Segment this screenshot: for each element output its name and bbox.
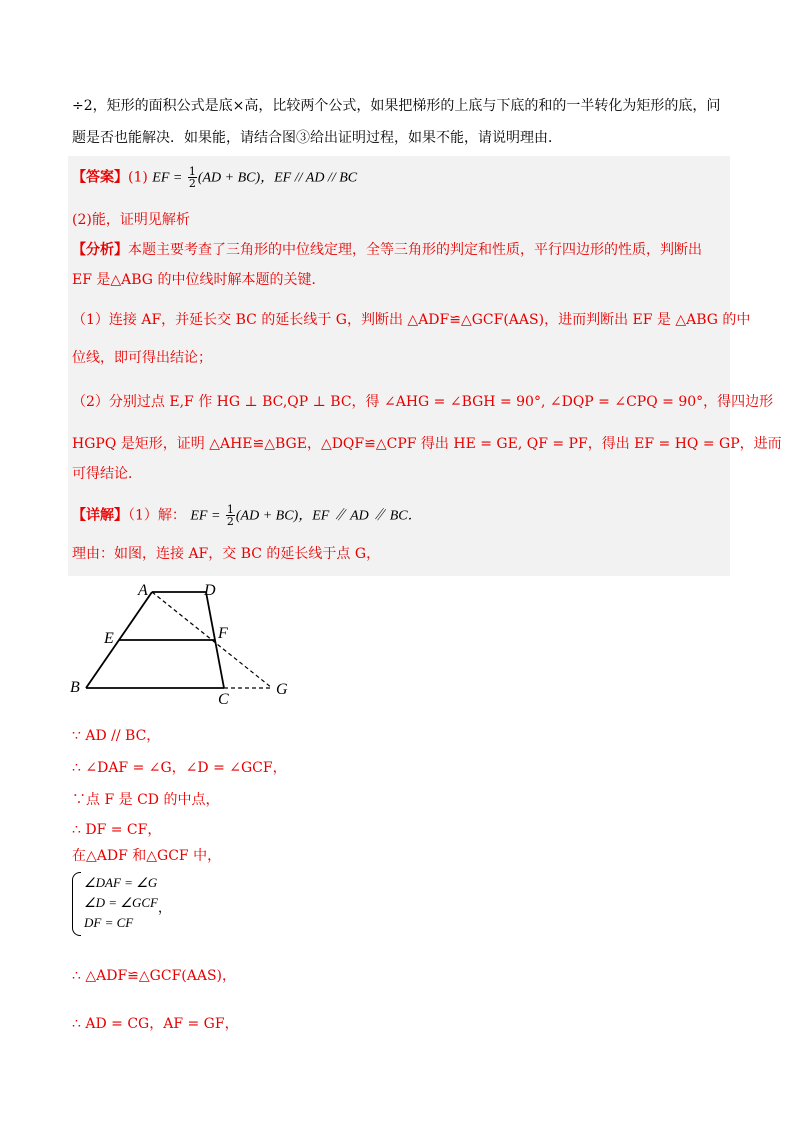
brace-row-3: DF = CF: [84, 915, 134, 930]
proof-step-5: 在△ADF 和△GCF 中，: [72, 848, 222, 864]
answer-formula-left: EF =: [152, 170, 183, 186]
label-B: B: [70, 679, 80, 696]
detail-formula-left: EF =: [190, 508, 221, 524]
proof-step-1: [72, 726, 160, 746]
answer-part1-prefix: (1): [128, 169, 148, 186]
proof-step-7: ∴ AD = CG，AF = GF，: [72, 1016, 239, 1032]
brace-tail: ，: [158, 901, 172, 916]
answer-fraction: [188, 166, 197, 189]
label-G: G: [276, 681, 288, 698]
detail-frac-den: 2: [226, 515, 234, 528]
proof-step-2-text: ∴ ∠DAF = ∠G，∠D = ∠GCF，: [72, 760, 287, 776]
detail-formula-right: (AD + BC)，EF ∥ AD ∥ BC．: [235, 508, 422, 524]
left-brace: [72, 872, 81, 936]
analysis-line-1: [72, 240, 702, 260]
detail-reason: 理由：如图，连接 AF，交 BC 的延长线于点 G，: [72, 546, 381, 562]
label-C: C: [218, 691, 229, 708]
label-D: D: [204, 582, 216, 599]
answer-formula-right: (AD + BC)，EF // AD // BC: [197, 170, 358, 186]
label-F: F: [218, 625, 228, 642]
answer-line-1: [72, 166, 357, 189]
label-E: E: [104, 630, 114, 647]
analysis-text-1: 本题主要考查了三角形的中位线定理，全等三角形的判定和性质，平行四边形的性质，判断出: [128, 242, 702, 258]
detail-fraction: [226, 504, 235, 527]
answer-frac-num: 1: [188, 165, 196, 178]
analysis-tag: 【分析】: [72, 242, 128, 258]
detail-prefix: （1）解：: [128, 507, 186, 524]
proof-step-4: ∴ DF = CF，: [72, 822, 162, 838]
brace-row-1: ∠DAF = ∠G: [84, 875, 158, 890]
analysis-step2c: 可得结论．: [72, 466, 142, 482]
intro-line-2: 题是否也能解决．如果能，请结合图③给出证明过程，如果不能，请说明理由．: [72, 130, 562, 146]
trapezoid-figure: [68, 580, 308, 710]
answer-frac-den: 2: [188, 177, 196, 190]
analysis-step1a: （1）连接 AF，并延长交 BC 的延长线于 G，判断出 △ADF≌△GCF(AAS)，进而判断出 EF 是 △ABG 的中: [72, 312, 751, 328]
detail-frac-num: 1: [226, 503, 234, 516]
brace-row-2: ∠D = ∠GCF: [84, 895, 158, 910]
label-A: A: [138, 582, 148, 599]
answer-tag: 【答案】: [72, 169, 128, 186]
analysis-line-2: EF 是△ABG 的中位线时解本题的关键．: [72, 272, 326, 288]
proof-step-1-text: ∵ AD // BC，: [72, 728, 161, 744]
analysis-step2b: HGPQ 是矩形，证明 △AHE≌△BGE，△DQF≌△CPF 得出 HE = GE, QF = PF，得出 EF = HQ = GP，进而: [72, 436, 782, 452]
proof-step-3: ∵点 F 是 CD 的中点，: [72, 792, 220, 808]
proof-brace-system: [72, 872, 192, 936]
analysis-step2a: （2）分别过点 E,F 作 HG ⊥ BC,QP ⊥ BC，得 ∠AHG = ∠BGH = 90°, ∠DQP = ∠CPQ = 90°，得四边形: [72, 394, 774, 410]
proof-step-2: [72, 758, 287, 778]
answer-part2: (2)能，证明见解析: [72, 212, 190, 228]
detail-line-1: [72, 504, 422, 527]
detail-tag: 【详解】: [72, 507, 128, 524]
analysis-step1b: 位线，即可得出结论；: [72, 350, 212, 366]
proof-step-6: ∴ △ADF≌△GCF(AAS)，: [72, 968, 237, 984]
intro-line-1: ÷2，矩形的面积公式是底×高，比较两个公式，如果把梯形的上底与下底的和的一半转化为矩形的底，问: [72, 98, 721, 114]
